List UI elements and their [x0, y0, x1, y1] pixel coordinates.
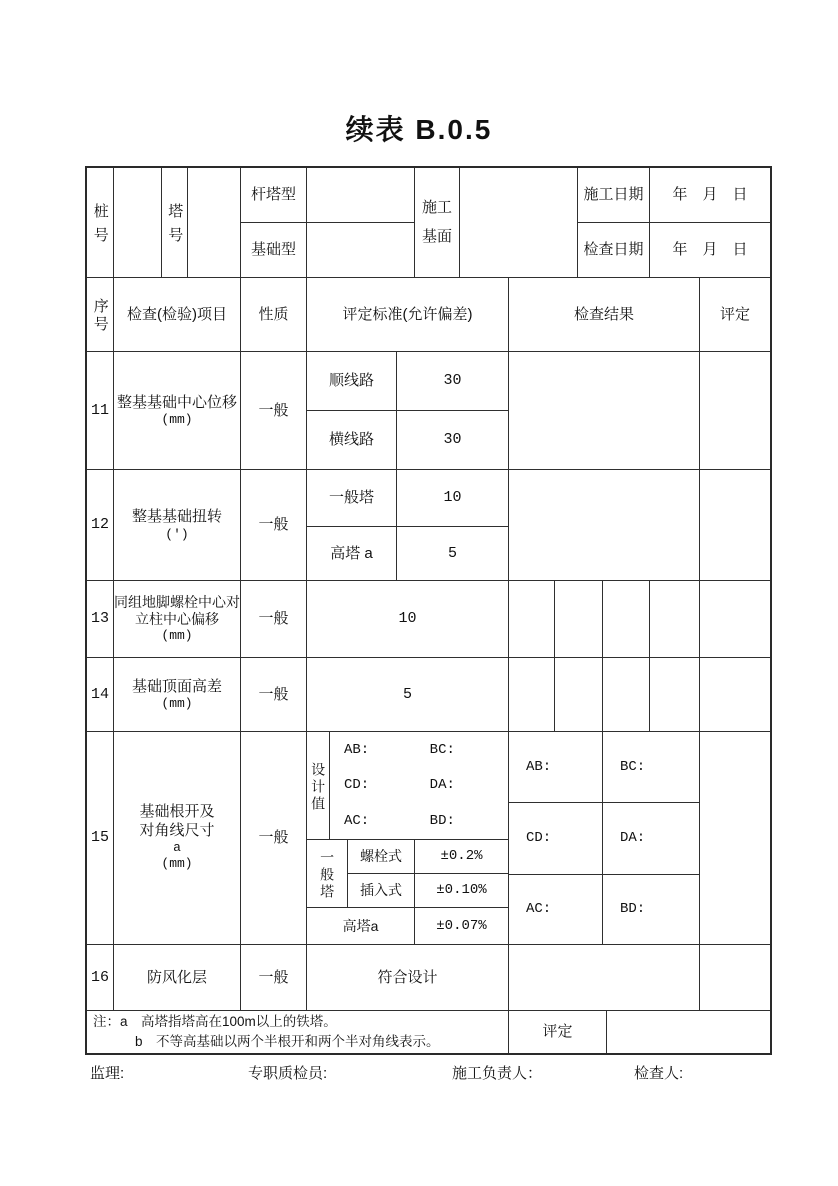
row11-no: 11 — [87, 352, 114, 470]
row15-result-bc[interactable]: BC: — [603, 732, 700, 803]
construction-base-label: 施工基面 — [415, 168, 460, 278]
tower-type-label: 杆塔型 — [241, 168, 307, 223]
row15-design-ab[interactable]: AB: — [344, 741, 370, 758]
row11-result[interactable] — [509, 352, 700, 470]
row13-item — [114, 581, 241, 658]
row15-no: 15 — [87, 732, 114, 945]
col-header-result: 检查结果 — [509, 278, 700, 352]
row13-item-unit: (mm) — [161, 627, 193, 643]
construction-date-value[interactable]: 年 月 日 — [650, 168, 770, 223]
tower-no-value[interactable] — [188, 168, 241, 278]
inspection-form-table — [85, 166, 772, 1055]
row13-result-4[interactable] — [650, 581, 700, 658]
col-header-item: 检查(检验)项目 — [114, 278, 241, 352]
row12-std-val1: 10 — [397, 470, 509, 527]
row11-rating[interactable] — [700, 352, 770, 470]
row14-no: 14 — [87, 658, 114, 732]
row13-item-line1: 同组地脚螺栓中心对 — [114, 593, 240, 610]
note-rating-value[interactable] — [607, 1011, 770, 1053]
foundation-type-value[interactable] — [307, 223, 415, 278]
row15-design-da[interactable]: DA: — [429, 777, 455, 794]
row13-rating[interactable] — [700, 581, 770, 658]
footer-inspector-label: 检查人: — [634, 1065, 684, 1082]
row14-item-unit: (mm) — [161, 696, 193, 712]
row15-insert-label: 插入式 — [348, 874, 415, 908]
row15-design-bd[interactable]: BD: — [429, 813, 455, 830]
page-title: 续表 B.0.5 — [345, 114, 493, 145]
row13-result-3[interactable] — [603, 581, 650, 658]
row15-result-bd[interactable]: BD: — [603, 875, 700, 945]
col-header-seq: 序号 — [87, 278, 114, 352]
row13-item-line2: 立柱中心偏移 — [135, 610, 219, 627]
row15-result-da[interactable]: DA: — [603, 803, 700, 875]
row15-design-row1 — [330, 732, 508, 768]
row14-result-3[interactable] — [603, 658, 650, 732]
footer-qc-label: 专职质检员: — [248, 1065, 328, 1082]
row15-design-values[interactable] — [330, 732, 509, 840]
row15-item-line2: 对角线尺寸 — [139, 821, 215, 839]
row15-insert-tolerance: ±0.10% — [415, 874, 509, 908]
row15-general-tower-label: 一般塔 — [307, 840, 348, 908]
row14-result-2[interactable] — [555, 658, 603, 732]
row16-nature: 一般 — [241, 945, 307, 1011]
note-line2: b 不等高基础以两个半根开和两个半对角线表示。 — [135, 1034, 440, 1049]
row11-item — [114, 352, 241, 470]
inspection-date-value[interactable]: 年 月 日 — [650, 223, 770, 278]
row15-design-row3 — [330, 803, 508, 839]
note-line1: 注：a 高塔指塔高在100m以上的铁塔。 — [93, 1013, 337, 1029]
row15-tall-tolerance: ±0.07% — [415, 908, 509, 945]
row11-nature: 一般 — [241, 352, 307, 470]
row15-item — [114, 732, 241, 945]
row16-no: 16 — [87, 945, 114, 1011]
row14-rating[interactable] — [700, 658, 770, 732]
row14-result-1[interactable] — [509, 658, 555, 732]
row15-result-ac[interactable]: AC: — [509, 875, 603, 945]
note-rating-label: 评定 — [509, 1011, 607, 1053]
row14-item — [114, 658, 241, 732]
row16-rating[interactable] — [700, 945, 770, 1011]
row13-result-1[interactable] — [509, 581, 555, 658]
row12-std-val2: 5 — [397, 527, 509, 581]
row12-item-text: 整基基础扭转 — [131, 508, 222, 526]
row14-std-value: 5 — [307, 658, 509, 732]
footer-builder-label: 施工负责人： — [452, 1065, 543, 1082]
row12-std-key1: 一般塔 — [307, 470, 397, 527]
row12-no: 12 — [87, 470, 114, 581]
row15-design-cd[interactable]: CD: — [344, 777, 370, 794]
row13-nature: 一般 — [241, 581, 307, 658]
row12-item — [114, 470, 241, 581]
row13-no: 13 — [87, 581, 114, 658]
row11-std-val1: 30 — [397, 352, 509, 411]
row16-std-value: 符合设计 — [307, 945, 509, 1011]
row12-std-key2: 高塔 a — [307, 527, 397, 581]
row15-design-row2 — [330, 768, 508, 804]
row15-nature: 一般 — [241, 732, 307, 945]
col-header-nature: 性质 — [241, 278, 307, 352]
row15-tall-tower-label: 高塔a — [307, 908, 415, 945]
row11-item-unit: (mm) — [161, 412, 193, 428]
row11-std-key2: 横线路 — [307, 411, 397, 470]
row15-item-unit: (mm) — [161, 856, 193, 872]
row14-nature: 一般 — [241, 658, 307, 732]
row15-rating[interactable] — [700, 732, 770, 945]
row11-item-text: 整基基础中心位移 — [116, 393, 237, 411]
col-header-rating: 评定 — [700, 278, 770, 352]
row15-result-cd[interactable]: CD: — [509, 803, 603, 875]
construction-date-label: 施工日期 — [578, 168, 650, 223]
row11-std-key1: 顺线路 — [307, 352, 397, 411]
footer-supervisor-label: 监理: — [90, 1065, 125, 1082]
pile-no-value[interactable] — [114, 168, 162, 278]
row15-item-line3: a — [173, 840, 181, 856]
pile-no-label: 桩号 — [87, 168, 114, 278]
col-header-standard: 评定标准(允许偏差) — [307, 278, 509, 352]
row13-std-value: 10 — [307, 581, 509, 658]
row13-result-2[interactable] — [555, 581, 603, 658]
inspection-date-label: 检查日期 — [578, 223, 650, 278]
row12-item-unit: (′) — [165, 526, 189, 542]
row14-result-4[interactable] — [650, 658, 700, 732]
tower-no-label: 塔号 — [162, 168, 188, 278]
foundation-type-label: 基础型 — [241, 223, 307, 278]
row15-result-ab[interactable]: AB: — [509, 732, 603, 803]
row15-bolt-label: 螺栓式 — [348, 840, 415, 874]
row11-std-val2: 30 — [397, 411, 509, 470]
row15-item-line1: 基础根开及 — [139, 803, 215, 821]
row12-result[interactable] — [509, 470, 700, 581]
row15-design-label: 设计值 — [307, 732, 330, 840]
row12-nature: 一般 — [241, 470, 307, 581]
note-cell — [87, 1011, 509, 1053]
row12-rating[interactable] — [700, 470, 770, 581]
row15-design-ac[interactable]: AC: — [344, 813, 370, 830]
row15-bolt-tolerance: ±0.2% — [415, 840, 509, 874]
row16-item: 防风化层 — [114, 945, 241, 1011]
construction-base-value[interactable] — [460, 168, 578, 278]
row15-design-bc[interactable]: BC: — [429, 741, 455, 758]
row14-item-text: 基础顶面高差 — [131, 677, 222, 695]
row16-result[interactable] — [509, 945, 700, 1011]
tower-type-value[interactable] — [307, 168, 415, 223]
